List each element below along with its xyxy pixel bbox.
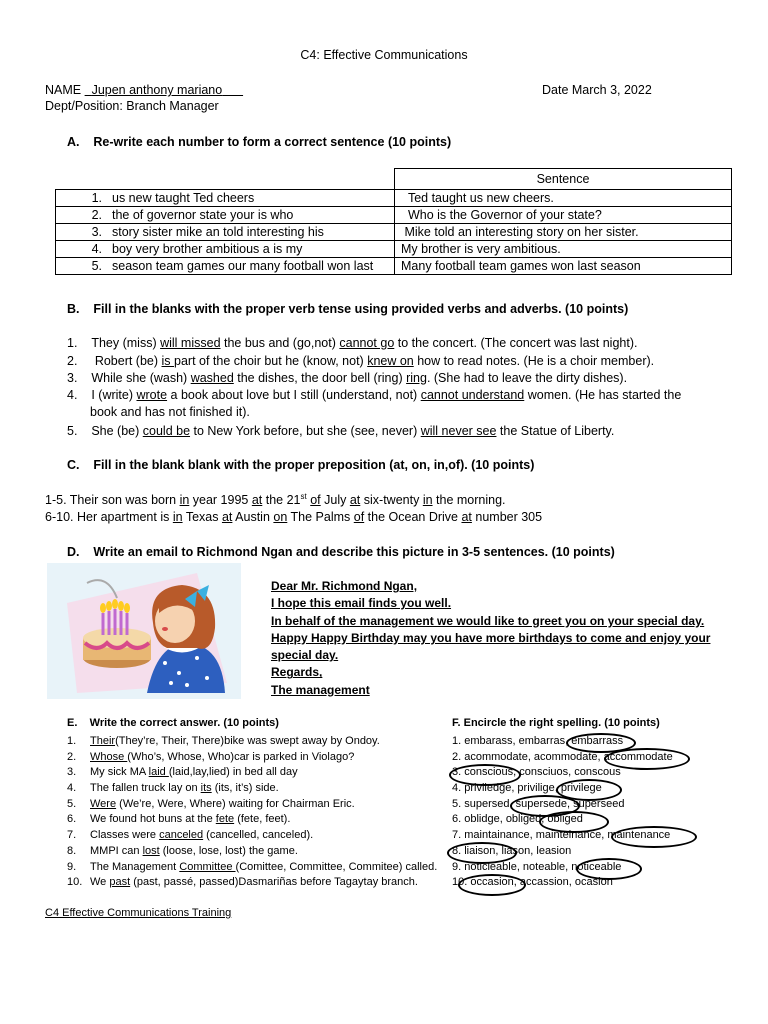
list-item: 5. She (be) could be to New York before, but she (see, never) will never see the Statue of Liberty. bbox=[67, 424, 615, 438]
list-item: 10. We past (past, passé, passed)Dasmariñas before Tagaytay branch. bbox=[67, 876, 418, 888]
email-line: I hope this email finds you well. bbox=[271, 596, 452, 611]
section-b-heading: B. Fill in the blanks with the proper verb tense using provided verbs and adverbs. (10 points) bbox=[67, 302, 629, 316]
spelling-item: 8. liaison, liason, leasion bbox=[452, 845, 572, 857]
spelling-item: 4. priviledge, privilige, privilege bbox=[452, 782, 602, 794]
section-c-heading: C. Fill in the blank blank with the proper preposition (at, on, in,of). (10 points) bbox=[67, 458, 535, 472]
email-body[interactable] bbox=[271, 578, 710, 699]
list-item: 4. The fallen truck lay on its (its, it’s) side. bbox=[67, 782, 279, 794]
table-row: 3. story sister mike an told interesting his Mike told an interesting story on her sister. bbox=[56, 224, 732, 241]
list-item: 2. Robert (be) is part of the choir but he (know, not) knew on how to read notes. (He is a choir member). bbox=[67, 354, 655, 368]
footer-text: C4 Effective Communications Training bbox=[45, 907, 232, 919]
answer-blank[interactable]: wrote bbox=[136, 388, 168, 402]
selection-circle[interactable] bbox=[449, 764, 521, 786]
list-item: 4. I (write) wrote a book about love but I still (understand, not) cannot understand women. (He has started the bbox=[67, 388, 682, 402]
list-item-continuation: book and has not finished it). bbox=[90, 405, 250, 419]
spelling-item: 9. noticleable, noteable, noticeable bbox=[452, 861, 622, 873]
answer-blank[interactable]: at bbox=[221, 510, 233, 524]
email-line: Happy Happy Birthday may you have more birthdays to come and enjoy your bbox=[271, 630, 711, 645]
selection-circle[interactable] bbox=[539, 811, 609, 833]
table-row: 2. the of governor state your is who Who is the Governor of your state? bbox=[56, 207, 732, 224]
section-f-heading: F. Encircle the right spelling. (10 points) bbox=[452, 717, 660, 729]
list-item: 1. Their(They’re, Their, There)bike was swept away by Ondoy. bbox=[67, 735, 380, 747]
table-row: 4. boy very brother ambitious a is my My brother is very ambitious. bbox=[56, 241, 732, 258]
answer-blank[interactable]: its bbox=[200, 782, 212, 794]
dept-position: Dept/Position: Branch Manager bbox=[45, 99, 219, 113]
answer-blank[interactable]: of bbox=[310, 493, 321, 508]
table-row: 5. season team games our many football won last Many football team games won last season bbox=[56, 258, 732, 275]
answer-blank[interactable]: Their bbox=[90, 735, 116, 747]
list-item: 9. The Management Committee (Comittee, Committee, Commitee) called. bbox=[67, 861, 438, 873]
answer-blank[interactable]: Committee bbox=[179, 861, 236, 873]
answer-blank[interactable]: at bbox=[349, 493, 361, 508]
answer-blank[interactable]: laid bbox=[148, 766, 169, 778]
email-signature: The management bbox=[271, 682, 370, 697]
answer-blank[interactable]: in bbox=[179, 493, 190, 508]
answer-blank[interactable]: past bbox=[109, 876, 131, 888]
answer-blank[interactable]: is bbox=[161, 354, 175, 368]
list-item: 5. Were (We’re, Were, Where) waiting for Chairman Eric. bbox=[67, 798, 355, 810]
answer-cell[interactable]: Ted taught us new cheers. bbox=[395, 190, 732, 207]
spelling-item: 2. acommodate, acommodate, accommodate bbox=[452, 751, 673, 763]
answer-blank[interactable]: in bbox=[422, 493, 433, 508]
answer-blank[interactable]: cannot understand bbox=[420, 388, 525, 402]
date-field: Date March 3, 2022 bbox=[542, 83, 652, 97]
email-line: In behalf of the management we would like to greet you on your special day. bbox=[271, 613, 705, 628]
answer-blank[interactable]: in bbox=[172, 510, 183, 524]
page-title: C4: Effective Communications bbox=[300, 48, 468, 62]
list-item: 3. My sick MA laid (laid,lay,lied) in bed all day bbox=[67, 766, 298, 778]
answer-blank[interactable]: of bbox=[353, 510, 365, 524]
list-item: 3. While she (wash) washed the dishes, the door bell (ring) ring. (She had to leave the dirty dishes). bbox=[67, 371, 628, 385]
answer-blank[interactable]: at bbox=[461, 510, 472, 524]
answer-cell[interactable]: Who is the Governor of your state? bbox=[395, 207, 732, 224]
answer-blank[interactable]: canceled bbox=[159, 829, 204, 841]
table-row: 1. us new taught Ted cheers Ted taught us new cheers. bbox=[56, 190, 732, 207]
section-a-heading: A. Re-write each number to form a correct sentence (10 points) bbox=[67, 135, 452, 149]
spelling-item: 1. embarass, embarras, embarrass bbox=[452, 735, 624, 747]
rewrite-table bbox=[55, 168, 732, 275]
list-item: 1. They (miss) will missed the bus and (go,not) cannot go to the concert. (The concert was last night). bbox=[67, 336, 638, 350]
spelling-item: 5. supersed, supersede, superseed bbox=[452, 798, 625, 810]
preposition-line-1: 1-5. Their son was born in year 1995 at the 21st of July at six-twenty in the morning. bbox=[45, 492, 506, 508]
spelling-item: 3. conscious, consciuos, conscous bbox=[452, 766, 621, 778]
email-closing: Regards, bbox=[271, 665, 323, 680]
answer-cell[interactable]: Mike told an interesting story on her sister. bbox=[395, 224, 732, 241]
selection-circle[interactable] bbox=[458, 874, 526, 896]
birthday-girl-illustration bbox=[47, 563, 241, 699]
answer-blank[interactable]: Whose bbox=[90, 751, 128, 763]
spelling-item: 10. occasion, accassion, ocasion bbox=[452, 876, 613, 888]
answer-blank[interactable]: will never see bbox=[420, 424, 497, 438]
answer-blank[interactable]: on bbox=[273, 510, 288, 524]
section-e-heading: E. Write the correct answer. (10 points) bbox=[67, 717, 279, 729]
answer-blank[interactable]: fete bbox=[215, 813, 235, 825]
section-d-heading: D. Write an email to Richmond Ngan and describe this picture in 3-5 sentences. (10 points) bbox=[67, 545, 615, 559]
answer-blank[interactable]: could be bbox=[142, 424, 191, 438]
list-item: 8. MMPI can lost (loose, lose, lost) the game. bbox=[67, 845, 298, 857]
selection-circle[interactable] bbox=[447, 842, 517, 864]
selection-circle[interactable] bbox=[611, 826, 697, 848]
answer-blank[interactable]: ring bbox=[406, 371, 427, 385]
answer-blank[interactable]: at bbox=[251, 493, 263, 508]
selection-circle[interactable] bbox=[576, 858, 642, 880]
spelling-item: 6. oblidge, obliged, obliged bbox=[452, 813, 583, 825]
list-item: 2. Whose (Who’s, Whose, Who)car is parked in Violago? bbox=[67, 751, 355, 763]
spelling-item: 7. maintainance, mainteinance, maintenance bbox=[452, 829, 671, 841]
email-greeting: Dear Mr. Richmond Ngan, bbox=[271, 579, 418, 593]
name-line bbox=[45, 83, 243, 97]
answer-blank[interactable]: washed bbox=[190, 371, 234, 385]
answer-blank[interactable]: will missed bbox=[160, 336, 221, 350]
answer-cell[interactable]: My brother is very ambitious. bbox=[395, 241, 732, 258]
list-item: 6. We found hot buns at the fete (fete, feet). bbox=[67, 813, 291, 825]
answer-blank[interactable]: cannot go bbox=[339, 336, 395, 350]
list-item: 7. Classes were canceled (cancelled, canceled). bbox=[67, 829, 314, 841]
selection-circle[interactable] bbox=[604, 748, 690, 770]
answer-cell[interactable]: Many football team games won last season bbox=[395, 258, 732, 275]
answer-blank[interactable]: lost bbox=[142, 845, 160, 857]
name-value: Jupen anthony mariano bbox=[91, 83, 223, 97]
preposition-line-2: 6-10. Her apartment is in Texas at Austin on The Palms of the Ocean Drive at number 305 bbox=[45, 510, 543, 524]
table-header-sentence: Sentence bbox=[395, 169, 732, 190]
name-label: NAME bbox=[45, 83, 82, 97]
answer-blank[interactable]: knew on bbox=[367, 354, 414, 368]
answer-blank[interactable]: Were bbox=[90, 798, 117, 810]
email-line: special day. bbox=[271, 648, 339, 663]
